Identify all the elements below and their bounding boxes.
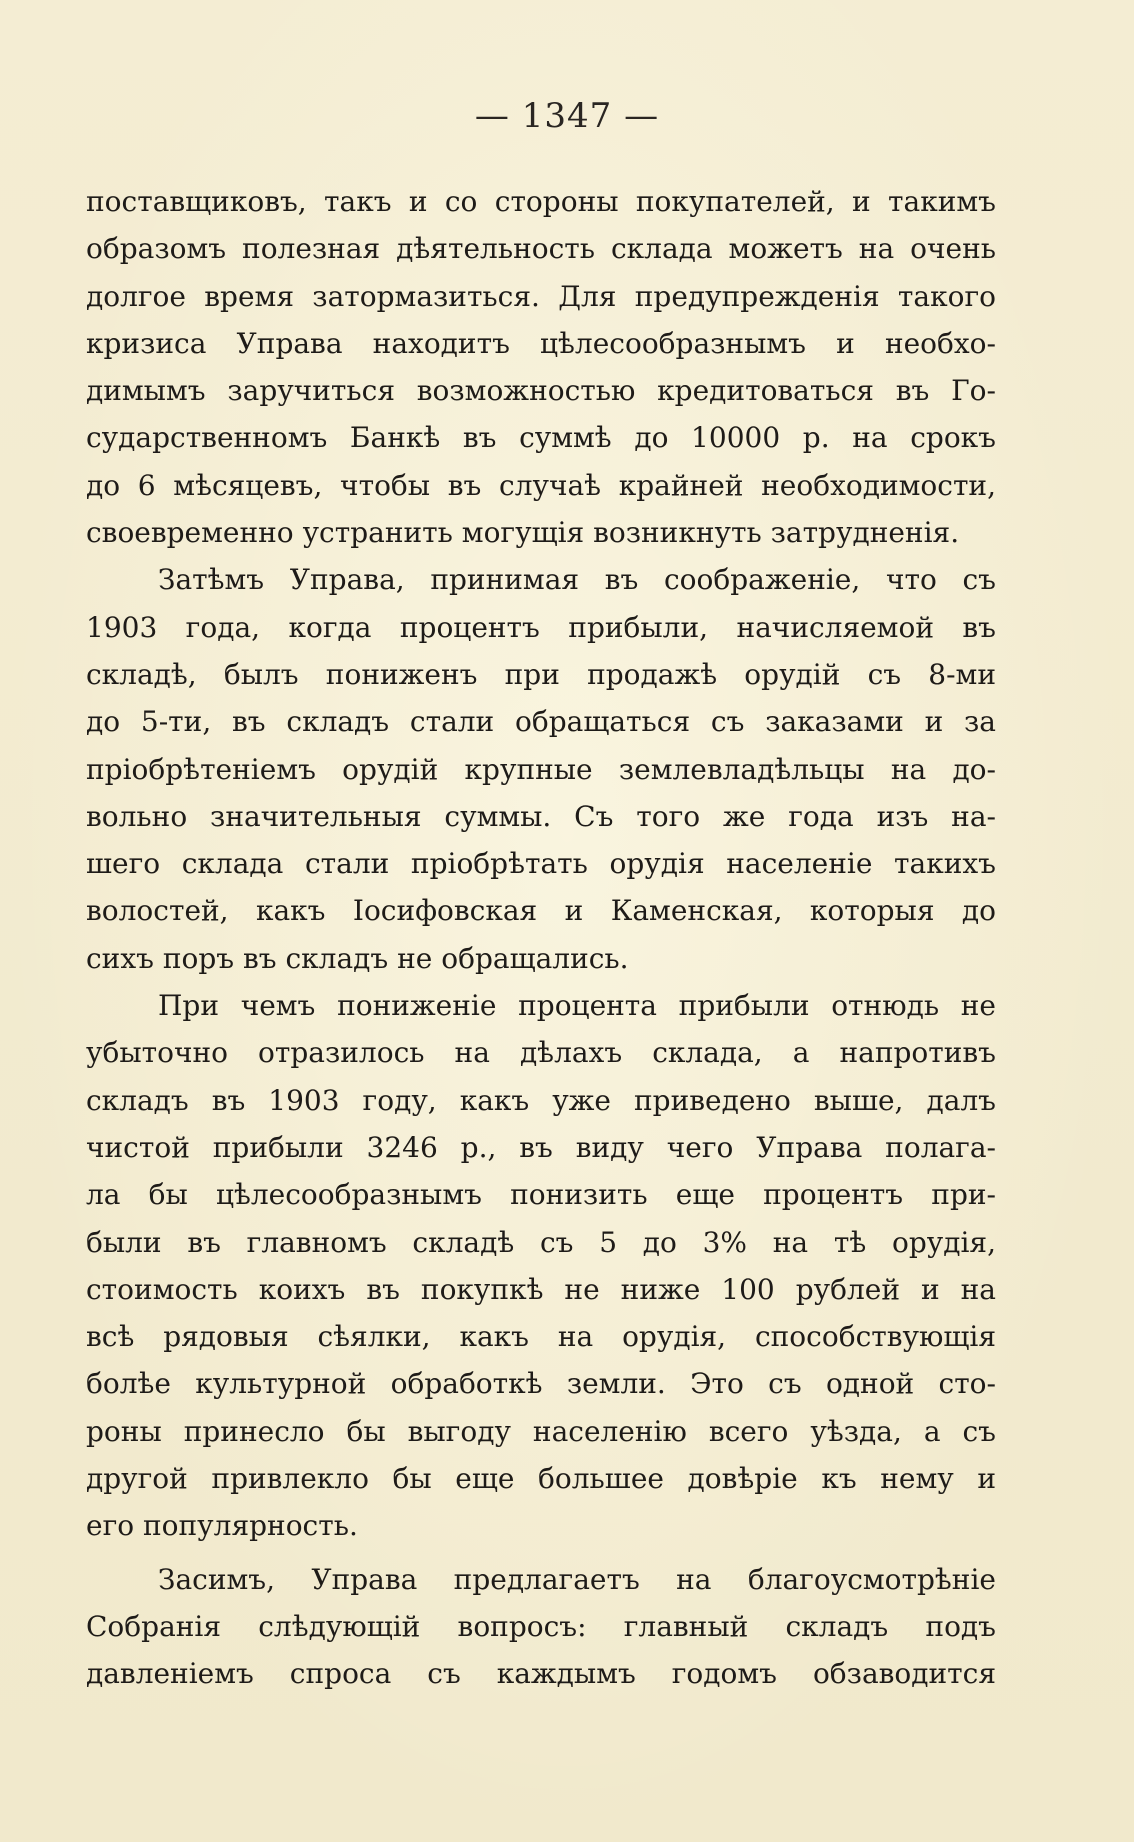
text-line: были въ главномъ складѣ съ 5 до 3% на тѣ орудія,	[86, 1225, 996, 1259]
text-line: волостей, какъ Іосифовская и Каменская, которыя до	[86, 894, 996, 928]
text-line: складъ въ 1903 году, какъ уже приведено выше, далъ	[86, 1083, 996, 1117]
text-line: шего склада стали пріобрѣтать орудія населеніе такихъ	[86, 847, 996, 881]
text-line: ла бы цѣлесообразнымъ понизить еще процентъ при-	[86, 1178, 996, 1212]
paragraph-first-line: При чемъ пониженіе процента прибыли отнюдь не	[158, 989, 996, 1023]
text-line: кризиса Управа находитъ цѣлесообразнымъ и необхо-	[86, 326, 996, 360]
text-line: сударственномъ Банкѣ въ суммѣ до 10000 р. на срокъ	[86, 421, 996, 455]
text-line: другой привлекло бы еще большее довѣріе къ нему и	[86, 1462, 996, 1496]
text-line: вольно значительныя суммы. Съ того же года изъ на-	[86, 799, 996, 833]
text-line: сихъ поръ въ складъ не обращались.	[86, 941, 629, 975]
text-line: своевременно устранить могущія возникнуть затрудненія.	[86, 516, 960, 550]
body-text	[86, 178, 996, 1698]
text-line: его популярность.	[86, 1509, 358, 1543]
text-line: долгое время затормазиться. Для предупрежденія такого	[86, 279, 996, 313]
text-line: 1903 года, когда процентъ прибыли, начисляемой въ	[86, 610, 996, 644]
text-line: всѣ рядовыя сѣялки, какъ на орудія, способствующія	[86, 1320, 996, 1354]
paragraph-first-line: Затѣмъ Управа, принимая въ соображеніе, что съ	[158, 563, 996, 597]
text-line: роны принесло бы выгоду населенію всего уѣзда, а съ	[86, 1414, 996, 1448]
text-line: болѣе культурной обработкѣ земли. Это съ одной сто-	[86, 1367, 996, 1401]
paragraph-first-line: Засимъ, Управа предлагаетъ на благоусмотрѣніе	[158, 1562, 996, 1596]
text-line: чистой прибыли 3246 р., въ виду чего Управа полага-	[86, 1130, 996, 1164]
text-line: поставщиковъ, такъ и со стороны покупателей, и такимъ	[86, 185, 996, 218]
text-line: Собранія слѣдующій вопросъ: главный складъ подъ	[86, 1609, 996, 1643]
text-line: пріобрѣтеніемъ орудій крупные землевладѣльцы на до-	[86, 752, 996, 786]
text-line: стоимость коихъ въ покупкѣ не ниже 100 рублей и на	[86, 1272, 996, 1306]
page-number: — 1347 —	[474, 96, 660, 136]
text-line: до 6 мѣсяцевъ, чтобы въ случаѣ крайней необходимости,	[86, 468, 996, 502]
text-line: складѣ, былъ пониженъ при продажѣ орудій съ 8-ми	[86, 657, 996, 691]
text-line: до 5-ти, въ складъ стали обращаться съ заказами и за	[86, 705, 996, 739]
text-line: давленіемъ спроса съ каждымъ годомъ обзаводится	[86, 1657, 996, 1691]
text-line: димымъ заручиться возможностью кредитоваться въ Го-	[86, 374, 996, 408]
text-line: убыточно отразилось на дѣлахъ склада, а напротивъ	[86, 1036, 996, 1070]
text-line: образомъ полезная дѣятельность склада можетъ на очень	[86, 232, 996, 266]
